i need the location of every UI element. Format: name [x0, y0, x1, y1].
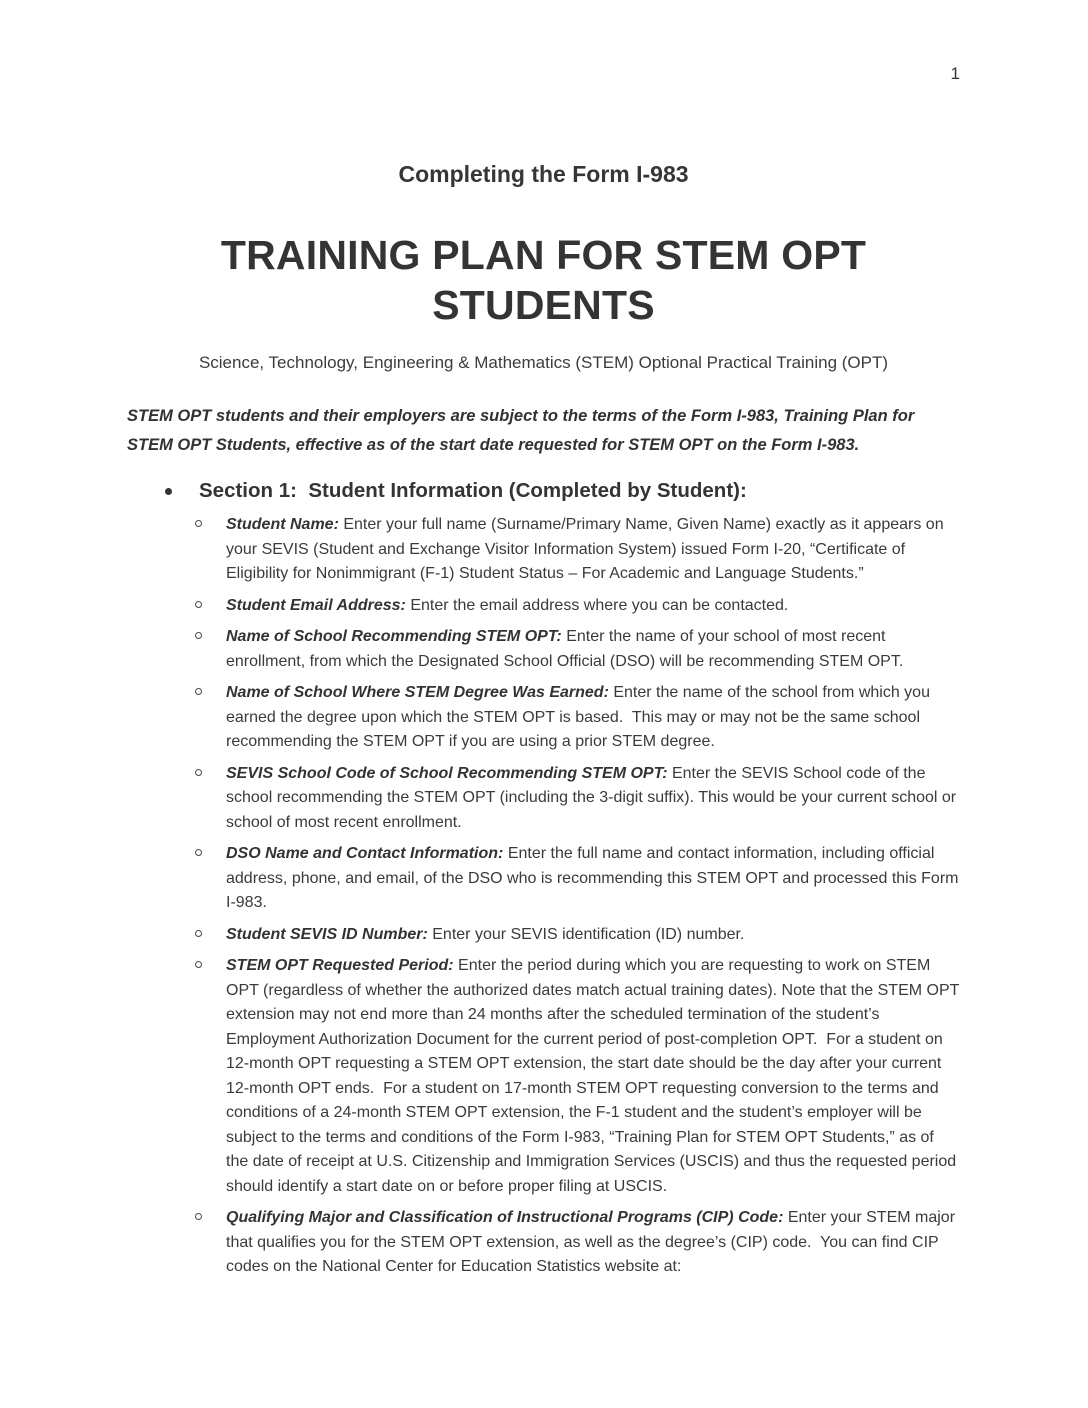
item-text: Enter the SEVIS School code of the school recommending the STEM OPT (including the 3-digit suffix). This would be your current school or school of most recent enrollment. [226, 764, 961, 831]
circle-bullet-icon [195, 688, 202, 695]
list-item [127, 594, 960, 619]
item-text: Enter the full name and contact information, including official address, phone, and email, of the DSO who is recommending this STEM OPT and processed this Form I-983. [226, 845, 963, 911]
list-item [127, 513, 960, 587]
item-label: DSO Name and Contact Information: [226, 845, 504, 862]
item-text: Enter your STEM major that qualifies you for the STEM OPT extension, as well as the degree’s (CIP) code. You can find CIP codes on the National Center for Education Statistics website at: [226, 1209, 960, 1275]
item-label: Student SEVIS ID Number: [226, 925, 428, 943]
item-label: Name of School Recommending STEM OPT: [226, 628, 562, 645]
circle-bullet-icon [195, 601, 202, 608]
circle-bullet-icon [195, 769, 202, 776]
item-label: Student Email Address: [226, 596, 406, 614]
item-label: Name of School Where STEM Degree Was Earned: [226, 684, 609, 701]
list-item [127, 625, 960, 674]
section-1-heading-text: Section 1: Student Information (Completed by Student): [199, 479, 747, 502]
section-1-list [127, 513, 964, 1280]
list-item [127, 762, 960, 836]
item-text: Enter your SEVIS identification (ID) number. [432, 925, 745, 943]
circle-bullet-icon [195, 930, 202, 937]
list-item [127, 681, 960, 755]
intro-paragraph: STEM OPT students and their employers are subject to the terms of the Form I-983, Training Plan for STEM OPT Students, effective as of the start date requested for STEM OPT on the Form I-983. [127, 407, 919, 454]
list-item [127, 842, 963, 916]
circle-bullet-icon [195, 961, 202, 968]
circle-bullet-icon [195, 849, 202, 856]
item-label: Student Name: [226, 516, 339, 533]
list-item [127, 923, 960, 948]
item-text: Enter the period during which you are requesting to work on STEM OPT (regardless of whether the authorized dates match actual training dates). Note that the STEM OPT extension may not end more than 24 months after the scheduled termination of the student’s Employment Authorization Document for the current period of post-completion OPT. For a student on 12-month OPT requesting a STEM OPT extension, the start date should be the day after your current 12-month OPT ends. For a student on 17-month STEM OPT requesting conversion to the terms and conditions of a 24-month STEM OPT extension, the F-1 student and the student’s employer will be subject to the terms and conditions of the Form I-983, “Training Plan for STEM OPT Students,” as of the date of receipt at U.S. Citizenship and Immigration Services (USCIS) and thus the requested period should identify a start date on or before proper filing at USCIS. [226, 957, 964, 1195]
item-text: Enter the name of the school from which you earned the degree upon which the STEM OPT is based. This may or may not be the same school recommending the STEM OPT if you are using a prior STEM degree. [226, 684, 935, 750]
item-text: Enter the name of your school of most recent enrollment, from which the Designated School Official (DSO) will be recommending STEM OPT. [226, 628, 904, 670]
page-title: TRAINING PLAN FOR STEM OPT STUDENTS [220, 232, 878, 328]
section-1-heading [127, 477, 960, 505]
circle-bullet-icon [195, 520, 202, 527]
filled-bullet-icon [165, 488, 172, 495]
item-label: STEM OPT Requested Period: [226, 957, 454, 974]
item-label: Qualifying Major and Classification of Instructional Programs (CIP) Code: [226, 1209, 784, 1226]
circle-bullet-icon [195, 1213, 202, 1220]
item-label: SEVIS School Code of School Recommending STEM OPT: [226, 764, 668, 782]
list-item [127, 1206, 960, 1280]
page-number: 1 [950, 64, 960, 83]
item-text: Enter your full name (Surname/Primary Name, Given Name) exactly as it appears on your SEVIS (Student and Exchange Visitor Information System) issued Form I-20, “Certificate of Eligibility for Nonimmigrant (F-1) Student Status – For Academic and Language Students.” [226, 516, 949, 582]
doc-heading: Completing the Form I-983 [398, 161, 689, 187]
list-item [127, 954, 964, 1199]
circle-bullet-icon [195, 632, 202, 639]
doc-subtitle: Science, Technology, Engineering & Mathematics (STEM) Optional Practical Training (OPT) [198, 353, 889, 372]
item-text: Enter the email address where you can be contacted. [410, 596, 789, 614]
